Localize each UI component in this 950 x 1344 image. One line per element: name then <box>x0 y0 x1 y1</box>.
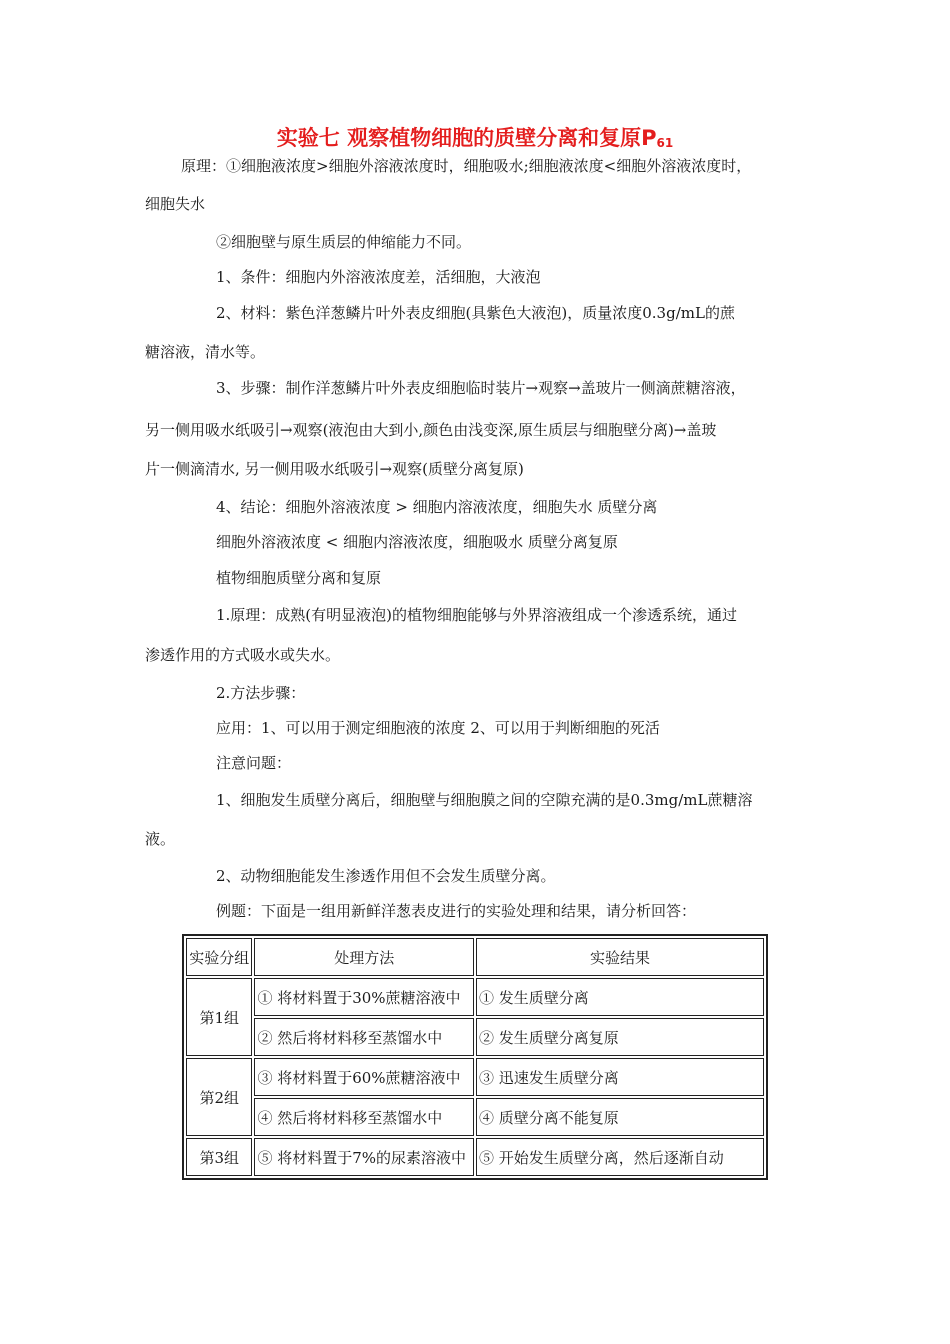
group-cell: 第2组 <box>186 1058 252 1136</box>
result-cell: ② 发生质壁分离复原 <box>476 1018 764 1056</box>
note-2-line: 2、动物细胞能发生渗透作用但不会发生质壁分离。 <box>216 867 556 885</box>
method-cell: ④ 然后将材料移至蒸馏水中 <box>254 1098 474 1136</box>
materials-line-1: 2、材料：紫色洋葱鳞片叶外表皮细胞(具紫色大液泡)，质量浓度0.3g/mL的蔗 <box>216 304 735 322</box>
conditions-line: 1、条件：细胞内外溶液浓度差，活细胞，大液泡 <box>216 268 541 286</box>
section-heading: 植物细胞质壁分离和复原 <box>216 569 382 587</box>
principle2-line-2: 渗透作用的方式吸水或失水。 <box>145 646 341 664</box>
steps-line-3: 片一侧滴清水, 另一侧用吸水纸吸引→观察(质壁分离复原) <box>145 460 524 478</box>
steps-line-1: 3、步骤：制作洋葱鳞片叶外表皮细胞临时装片→观察→盖玻片一侧滴蔗糖溶液， <box>216 379 746 397</box>
table-row <box>186 1058 764 1096</box>
principle2-line-1: 1.原理：成熟(有明显液泡)的植物细胞能够与外界溶液组成一个渗透系统，通过 <box>216 606 738 624</box>
method-line: 2.方法步骤： <box>216 684 306 702</box>
principle-line-3: ②细胞壁与原生质层的伸缩能力不同。 <box>216 233 472 251</box>
conclusion-line-2: 细胞外溶液浓度 < 细胞内溶液浓度，细胞吸水 质壁分离复原 <box>216 533 618 551</box>
header-group: 实验分组 <box>186 938 252 976</box>
method-cell: ① 将材料置于30%蔗糖溶液中 <box>254 978 474 1016</box>
principle-line-1: 原理：①细胞液浓度>细胞外溶液浓度时，细胞吸水;细胞液浓度<细胞外溶液浓度时， <box>181 157 752 175</box>
table-row <box>186 1138 764 1176</box>
group-cell: 第3组 <box>186 1138 252 1176</box>
header-result: 实验结果 <box>476 938 764 976</box>
table-row <box>186 1098 764 1136</box>
application-line: 应用：1、可以用于测定细胞液的浓度 2、可以用于判断细胞的死活 <box>216 719 660 737</box>
note-1-line-2: 液。 <box>145 830 176 848</box>
result-cell: ④ 质壁分离不能复原 <box>476 1098 764 1136</box>
table-row <box>186 1018 764 1056</box>
table-row <box>186 978 764 1016</box>
note-1-line-1: 1、细胞发生质壁分离后，细胞壁与细胞膜之间的空隙充满的是0.3mg/mL蔗糖溶 <box>216 791 753 809</box>
result-cell: ① 发生质壁分离 <box>476 978 764 1016</box>
materials-line-2: 糖溶液，清水等。 <box>145 343 266 361</box>
method-cell: ⑤ 将材料置于7%的尿素溶液中 <box>254 1138 474 1176</box>
principle-line-2: 细胞失水 <box>145 195 206 213</box>
table-header-row <box>186 938 764 976</box>
document-title: 实验七 观察植物细胞的质壁分离和复原$P_{61}$ <box>276 126 674 150</box>
experiment-table <box>182 934 768 1180</box>
group-cell: 第1组 <box>186 978 252 1056</box>
result-cell: ③ 迅速发生质壁分离 <box>476 1058 764 1096</box>
header-method: 处理方法 <box>254 938 474 976</box>
conclusion-line-1: 4、结论：细胞外溶液浓度 > 细胞内溶液浓度，细胞失水 质壁分离 <box>216 498 658 516</box>
example-line: 例题：下面是一组用新鲜洋葱表皮进行的实验处理和结果，请分析回答： <box>216 902 697 920</box>
steps-line-2: 另一侧用吸水纸吸引→观察(液泡由大到小,颜色由浅变深,原生质层与细胞壁分离)→盖玻 <box>145 421 717 439</box>
notes-heading: 注意问题： <box>216 754 292 772</box>
result-cell: ⑤ 开始发生质壁分离，然后逐渐自动 <box>476 1138 764 1176</box>
method-cell: ② 然后将材料移至蒸馏水中 <box>254 1018 474 1056</box>
method-cell: ③ 将材料置于60%蔗糖溶液中 <box>254 1058 474 1096</box>
